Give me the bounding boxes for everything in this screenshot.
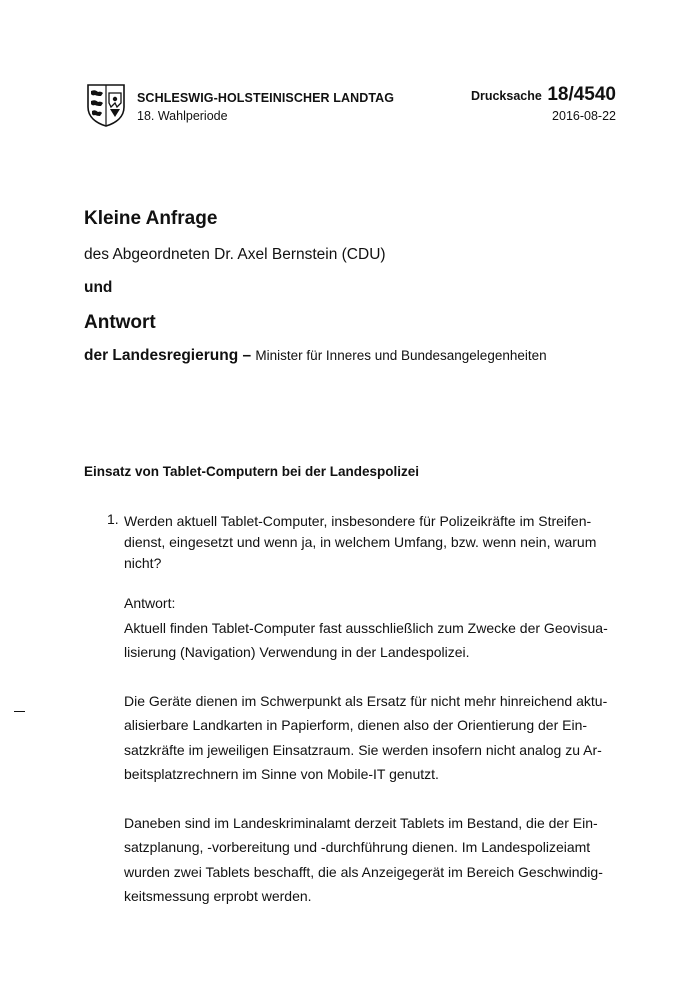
answer-label: Antwort: xyxy=(124,595,176,611)
question-line: nicht? xyxy=(124,555,162,571)
answer-line: satzkräfte im jeweiligen Einsatzraum. Sie werden insofern nicht analog zu Ar- xyxy=(124,741,602,758)
question-number: 1. xyxy=(107,511,119,527)
answer-paragraph-2 xyxy=(124,689,624,787)
answer-line: satzplanung, -vorbereitung und -durchführung dienen. Im Landespolizeiamt xyxy=(124,839,591,855)
answer-paragraph-3 xyxy=(124,811,624,909)
document-date: 2016-08-22 xyxy=(552,109,616,123)
answer-line: beitsplatzrechnern im Sinne von Mobile-IT genutzt. xyxy=(124,766,439,782)
legislative-period: 18. Wahlperiode xyxy=(137,109,228,123)
answer-line: Daneben sind im Landeskriminalamt derzeit Tablets im Bestand, die der Ein- xyxy=(124,814,598,831)
question-line: dienst, eingesetzt und wenn ja, in welchem Umfang, bzw. wenn nein, warum xyxy=(124,534,597,550)
government-line xyxy=(84,347,547,365)
subject-heading: Einsatz von Tablet-Computern bei der Landespolizei xyxy=(84,464,420,479)
answer-paragraph-1 xyxy=(124,616,624,665)
answer-line: keitsmessung erprobt werden. xyxy=(124,888,312,904)
document-number xyxy=(471,84,616,106)
coat-of-arms-logo xyxy=(86,83,126,127)
question-line: Werden aktuell Tablet-Computer, insbesondere für Polizeikräfte im Streifen- xyxy=(124,513,592,529)
question-text xyxy=(124,511,624,574)
answer-line: wurden zwei Tablets beschafft, die als Anzeigegerät im Bereich Geschwindig- xyxy=(124,863,603,880)
landesregierung-label: der Landesregierung – xyxy=(84,347,252,364)
heading-antwort: Antwort xyxy=(84,312,156,333)
margin-fold-mark xyxy=(14,711,25,712)
answer-line: Aktuell finden Tablet-Computer fast ausschließlich zum Zwecke der Geovisua- xyxy=(124,619,608,636)
minister-name: Minister für Inneres und Bundesangelegenheiten xyxy=(255,348,547,363)
answer-line: alisierbare Landkarten in Papierform, dienen also der Orientierung der Ein- xyxy=(124,717,588,733)
answer-line: Die Geräte dienen im Schwerpunkt als Ersatz für nicht mehr hinreichend aktu- xyxy=(124,692,608,709)
author-line: des Abgeordneten Dr. Axel Bernstein (CDU) xyxy=(84,246,386,263)
heading-kleine-anfrage: Kleine Anfrage xyxy=(84,208,218,229)
answer-block xyxy=(124,591,624,909)
parliament-name: SCHLESWIG-HOLSTEINISCHER LANDTAG xyxy=(137,91,395,105)
document-number-value: 18/4540 xyxy=(547,84,616,105)
answer-line: lisierung (Navigation) Verwendung in der Landespolizei. xyxy=(124,644,470,660)
document-label: Drucksache xyxy=(470,89,542,103)
conjunction-und: und xyxy=(84,279,113,296)
